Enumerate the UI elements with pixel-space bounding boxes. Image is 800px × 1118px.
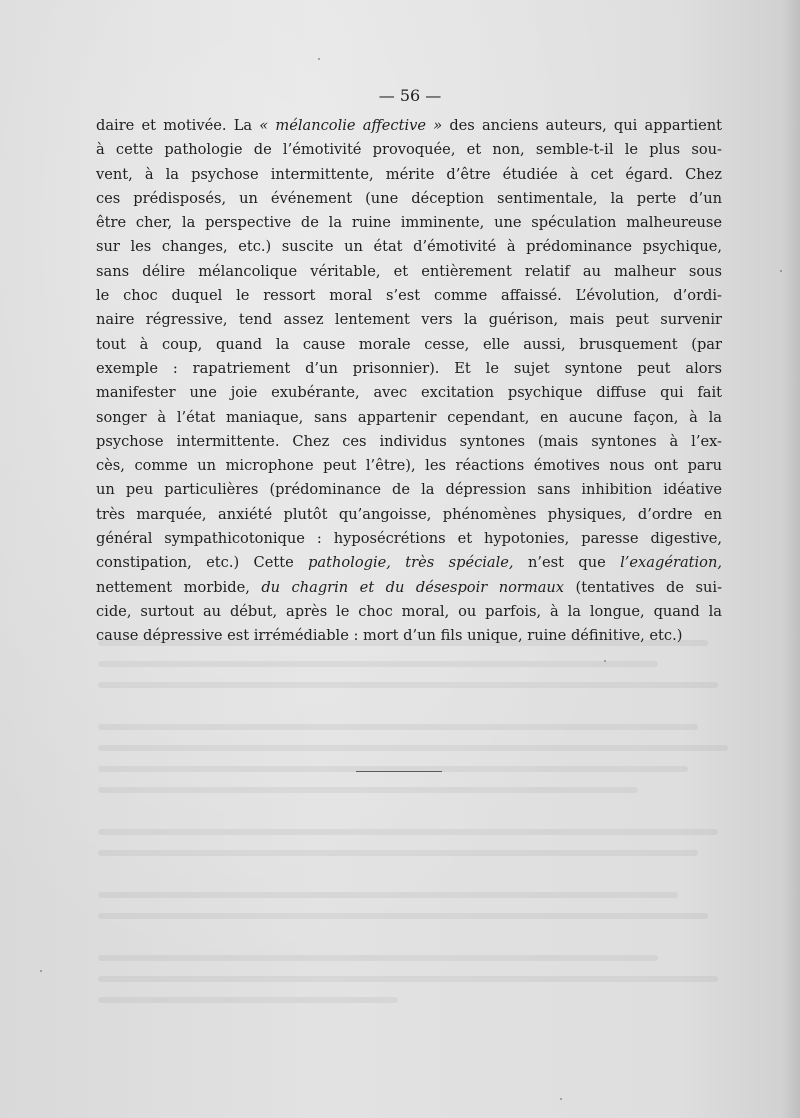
text-line [96,333,722,357]
text-line [96,503,722,527]
text-line [96,138,722,162]
bleed-line [98,997,398,1003]
text-run: très marquée, anxiété plutôt qu’angoisse, phénomènes physiques, d’ordre en [96,505,722,523]
bleed-line [98,829,718,835]
text-run: psychose intermittente. Chez ces individus syntones (mais syntones à l’ex- [96,432,722,450]
text-run: général sympathicotonique : hyposécrétions et hypotonies, paresse digestive, [96,530,722,548]
text-line [96,308,722,332]
text-line [96,235,722,259]
bleed-line [98,913,708,919]
text-run: nettement morbide, [96,578,262,596]
text-line [96,187,722,211]
text-run: songer à l’état maniaque, sans appartenir cependant, en aucune façon, à la [96,408,722,426]
paper-speck [40,970,42,972]
bleed-line [98,955,658,961]
text-line [96,284,722,308]
text-run: n’est que [513,554,621,572]
text-run: constipation, etc.) Cette [96,554,309,572]
text-run: à cette pathologie de l’émotivité provoquée, et non, semble-t-il le plus sou- [96,141,722,159]
bleed-line [98,682,718,688]
text-line [96,478,722,502]
text-run: vent, à la psychose intermittente, mérite d’être étudiée à cet égard. Chez [96,165,722,183]
bleed-line [98,892,678,898]
text-run: sur les changes, etc.) suscite un état d’émotivité à prédominance psychique, [96,238,722,256]
paper-speck [780,270,782,272]
page-number: — 56 — [378,86,442,105]
text-line [96,381,722,405]
text-run: manifester une joie exubérante, avec excitation psychique diffuse qui fait [96,384,722,402]
text-line [96,454,722,478]
paper-speck [604,660,606,662]
bleed-line [98,640,708,646]
text-run: un peu particulières (prédominance de la dépression sans inhibition idéative [96,481,722,499]
text-run: cause dépressive est irrémédiable : mort d’un fils unique, ruine définitive, etc.) [96,627,683,645]
body-paragraph [96,114,722,649]
text-line [96,600,722,624]
italic-text: l’exagération, [620,554,722,572]
text-run: ces prédisposés, un événement (une déception sentimentale, la perte d’un [96,189,722,207]
text-run: (tentatives de sui- [564,578,722,596]
text-run: des anciens auteurs, qui appartient [442,117,723,134]
text-line [96,163,722,187]
text-line [96,357,722,381]
text-line [96,211,722,235]
bleed-line [98,787,638,793]
text-line [96,114,722,138]
bleed-line [98,724,698,730]
paper-speck [318,58,320,60]
text-run: naire régressive, tend assez lentement vers la guérison, mais peut survenir [96,311,722,329]
text-line [96,430,722,454]
text-run: daire et motivée. La [96,117,260,134]
text-line [96,406,722,430]
italic-text: du chagrin et du désespoir normaux [261,578,565,596]
text-run: le choc duquel le ressort moral s’est comme affaissé. L’évolution, d’ordi- [96,287,722,305]
text-line [96,527,722,551]
bleed-line [98,976,718,982]
bleed-line [98,661,658,667]
text-line [96,576,722,600]
text-run: sans délire mélancolique véritable, et entièrement relatif au malheur sous [96,262,722,280]
text-run: être cher, la perspective de la ruine imminente, une spéculation malheureuse [96,214,722,232]
italic-text: pathologie, très spéciale, [308,554,514,572]
bleed-line [98,745,728,751]
bleed-line [98,850,698,856]
text-line [96,260,722,284]
closing-rule [356,771,442,772]
page-edge-shadow [782,0,800,1118]
text-run: cide, surtout au début, après le choc moral, ou parfois, à la longue, quand la [96,602,722,620]
show-through-from-reverse-side [98,640,738,1020]
paper-speck [560,1098,562,1100]
text-run: cès, comme un microphone peut l’être), les réactions émotives nous ont paru [96,457,722,475]
italic-text: « mélancolie affective » [259,117,443,134]
text-run: tout à coup, quand la cause morale cesse, elle aussi, brusquement (par [96,335,722,353]
text-run: exemple : rapatriement d’un prisonnier). Et le sujet syntone peut alors [96,359,722,377]
text-line [96,551,722,575]
